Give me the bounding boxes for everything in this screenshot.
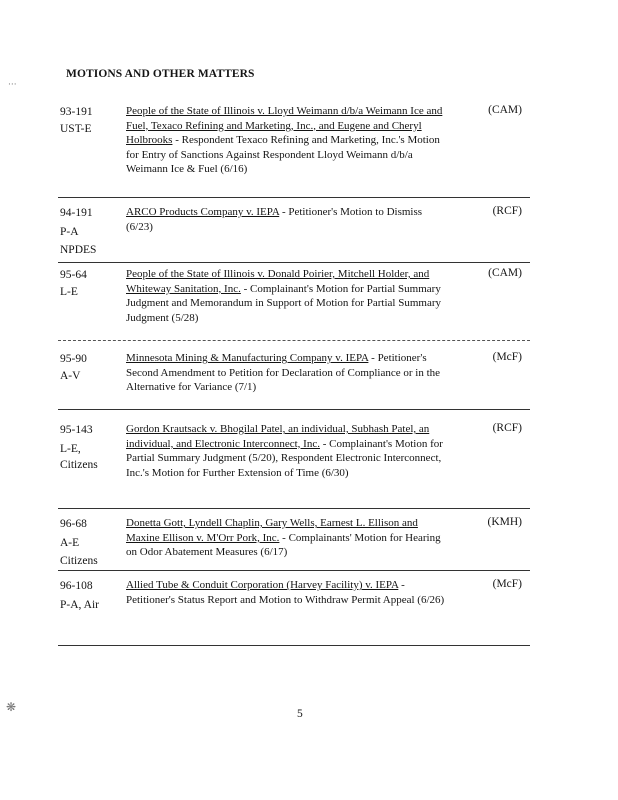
docket-info — [60, 578, 122, 613]
case-caption: Allied Tube & Conduit Corporation (Harvey Facility) v. IEPA — [126, 579, 399, 591]
attorney-initials: (RCF) — [492, 205, 522, 217]
case-caption: Minnesota Mining & Manufacturing Company v. IEPA — [126, 352, 369, 364]
docket-number: 96-68 — [60, 518, 87, 530]
motion-description: - Complainant's Motion for Partial Summary Judgment and Memorandum in Support of Motion for Partial Summary Judgment (5/28) — [126, 282, 441, 324]
entry-text — [126, 578, 450, 607]
docket-number: 95-64 — [60, 269, 87, 281]
entry-text — [126, 351, 450, 395]
entry-text — [126, 516, 450, 560]
motion-description: - Petitioner's Motion to Dismiss (6/23) — [126, 206, 423, 233]
case-caption: People of the State of Illinois v. Donald Poirier, Mitchell Holder, and Whiteway Sanitation, Inc. — [126, 268, 430, 295]
docket-type: L-E, — [60, 442, 81, 455]
motion-description: - Complainant's Motion for Partial Summary Judgment (5/20), Respondent Electronic Interconnect, Inc.'s Motion for Further Extension of Time (6/30) — [126, 437, 443, 479]
attorney-initials: (CAM) — [488, 104, 522, 116]
entry-text — [126, 267, 450, 325]
motion-description: - Petitioner's Status Report and Motion to Withdraw Permit Appeal (6/26) — [126, 579, 445, 606]
docket-type: P-A, Air — [60, 598, 99, 611]
docket-number: 95-90 — [60, 353, 87, 365]
docket-type: L-E — [60, 285, 78, 298]
docket-info — [60, 104, 122, 137]
docket-type: A-E — [60, 536, 80, 549]
entry-divider — [58, 570, 530, 571]
entry-text — [126, 205, 450, 234]
docket-info — [60, 351, 122, 384]
case-caption: ARCO Products Company v. IEPA — [126, 206, 280, 218]
attorney-initials: (McF) — [492, 351, 522, 363]
entry-divider — [58, 197, 530, 198]
case-caption: Gordon Krautsack v. Bhogilal Patel, an individual, Subhash Patel, an individual, and Electronic Interconnect, Inc. — [126, 423, 430, 450]
docket-number: 94-191 — [60, 207, 93, 219]
attorney-initials: (McF) — [492, 578, 522, 590]
page-number: 5 — [297, 708, 303, 720]
motion-description: - Respondent Texaco Refining and Marketing, Inc.'s Motion for Entry of Sanctions Against Respondent Lloyd Weimann d/b/a Weimann Ice & Fuel (6/16) — [126, 134, 440, 176]
scan-artifact: ❋ — [6, 700, 17, 714]
docket-info — [60, 422, 122, 474]
entry-text — [126, 422, 450, 480]
attorney-initials: (RCF) — [492, 422, 522, 434]
entry-text — [126, 104, 450, 177]
entry-divider — [58, 340, 530, 341]
docket-type: Citizens — [60, 459, 98, 471]
docket-type: A-V — [60, 369, 81, 382]
docket-type: Citizens — [60, 555, 98, 567]
attorney-initials: (KMH) — [487, 516, 522, 528]
docket-number: 93-191 — [60, 106, 93, 118]
motion-description: - Complainants' Motion for Hearing on Odor Abatement Measures (6/17) — [126, 531, 441, 559]
case-caption: People of the State of Illinois v. Lloyd Weimann d/b/a Weimann Ice and Fuel, Texaco Refining and Marketing, Inc., and Eugene and Cheryl Holbrooks — [126, 105, 443, 147]
page-heading: MOTIONS AND OTHER MATTERS — [66, 68, 255, 80]
docket-type: NPDES — [60, 244, 97, 256]
entry-divider — [58, 409, 530, 410]
entry-divider — [58, 262, 530, 263]
docket-info — [60, 516, 122, 570]
case-caption: Donetta Gott, Lyndell Chaplin, Gary Wells, Earnest L. Ellison and Maxine Ellison v. M'Orr Pork, Inc. — [126, 517, 418, 544]
docket-number: 95-143 — [60, 424, 93, 436]
attorney-initials: (CAM) — [488, 267, 522, 279]
entry-divider — [58, 508, 530, 509]
docket-type: P-A — [60, 225, 79, 238]
entry-divider — [58, 645, 530, 646]
docket-number: 96-108 — [60, 580, 93, 592]
docket-info — [60, 267, 122, 300]
docket-info — [60, 205, 122, 259]
docket-type: UST-E — [60, 122, 92, 135]
scan-artifact: ··· — [8, 80, 17, 90]
motion-description: - Petitioner's Second Amendment to Petition for Declaration of Compliance or in the Alternative for Variance (7/1) — [126, 352, 441, 394]
